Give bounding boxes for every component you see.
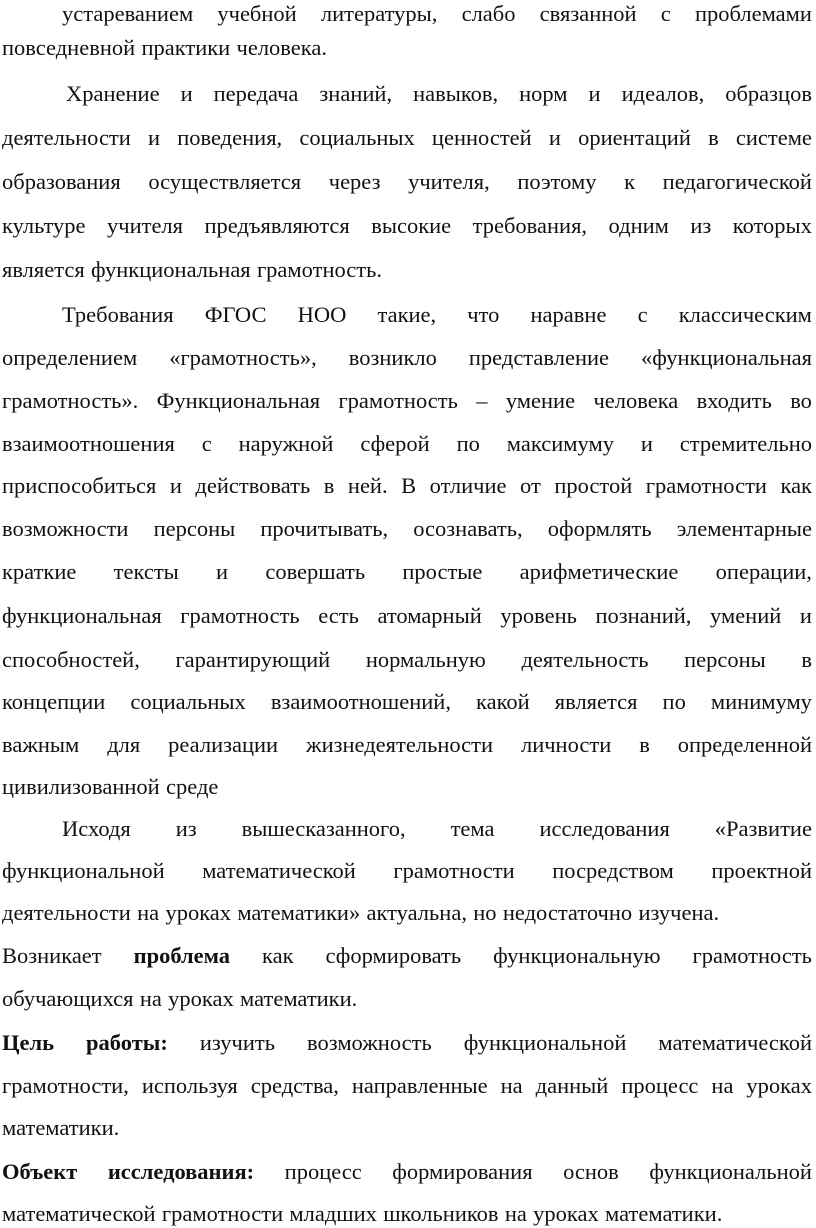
word: является bbox=[2, 257, 85, 282]
word: «Развитие bbox=[714, 816, 812, 841]
word: математики. bbox=[240, 986, 358, 1011]
word: и bbox=[216, 559, 229, 584]
word: совершать bbox=[265, 559, 366, 584]
word: возникло bbox=[348, 345, 437, 370]
word: норм bbox=[519, 81, 568, 106]
bold-term: Объект bbox=[2, 1159, 78, 1184]
word: посредством bbox=[552, 858, 674, 883]
text-line bbox=[2, 301, 812, 329]
word: тема bbox=[450, 816, 495, 841]
text-line bbox=[2, 558, 812, 586]
word: сформировать bbox=[325, 943, 462, 968]
word: проектной bbox=[711, 858, 812, 883]
word: нормальную bbox=[365, 647, 486, 672]
word: человека. bbox=[236, 35, 327, 60]
word: в bbox=[323, 473, 335, 498]
word: операции, bbox=[715, 559, 812, 584]
text-line bbox=[2, 515, 812, 543]
word: для bbox=[107, 732, 141, 757]
word: краткие bbox=[2, 559, 77, 584]
word: ней. bbox=[347, 473, 388, 498]
word: умений bbox=[710, 603, 782, 628]
word: какой bbox=[476, 689, 530, 714]
word: грамотность bbox=[692, 943, 812, 968]
word: в bbox=[801, 647, 812, 672]
word: математики. bbox=[605, 1201, 723, 1226]
word: атомарный bbox=[377, 603, 482, 628]
word: приспособиться bbox=[2, 473, 157, 498]
word: функциональная bbox=[90, 257, 251, 282]
text-line bbox=[2, 344, 812, 372]
word: «грамотность», bbox=[169, 345, 317, 370]
word: системе bbox=[735, 125, 812, 150]
text-line bbox=[2, 773, 812, 801]
text-line bbox=[2, 430, 812, 458]
word: поведения, bbox=[177, 125, 283, 150]
text-line bbox=[2, 472, 812, 500]
word: отличие bbox=[429, 473, 507, 498]
word: уроках bbox=[533, 1201, 599, 1226]
word: ФГОС bbox=[204, 302, 267, 327]
word: концепции bbox=[2, 689, 106, 714]
word: цивилизованной bbox=[2, 774, 160, 799]
word: «функциональная bbox=[641, 345, 812, 370]
word: В bbox=[401, 473, 417, 498]
word: передача bbox=[213, 81, 299, 106]
word: способностей, bbox=[2, 647, 140, 672]
word: слабо bbox=[461, 1, 516, 26]
text-line bbox=[2, 1158, 812, 1186]
word: стремительно bbox=[679, 431, 812, 456]
word: учебной bbox=[217, 1, 297, 26]
word: ориентаций bbox=[578, 125, 691, 150]
word: на bbox=[500, 1073, 523, 1098]
word: максимуму bbox=[506, 431, 614, 456]
word: от bbox=[520, 473, 541, 498]
word: в bbox=[639, 732, 650, 757]
text-line bbox=[2, 985, 812, 1013]
word: персоны bbox=[153, 516, 236, 541]
text-line bbox=[2, 688, 812, 716]
word: математики» bbox=[237, 900, 361, 925]
word: учителя bbox=[107, 213, 184, 238]
word: в bbox=[708, 125, 719, 150]
word: как bbox=[780, 473, 812, 498]
word: Хранение bbox=[66, 81, 160, 106]
word: с bbox=[201, 431, 212, 456]
word: среде bbox=[166, 774, 219, 799]
word: с bbox=[637, 302, 648, 327]
text-line bbox=[2, 212, 812, 240]
word: обучающихся bbox=[2, 986, 134, 1011]
word: осознавать, bbox=[413, 516, 523, 541]
word: действовать bbox=[195, 473, 311, 498]
text-line bbox=[2, 80, 812, 108]
word: наружной bbox=[238, 431, 334, 456]
word: знаний, bbox=[319, 81, 393, 106]
word: определенной bbox=[677, 732, 812, 757]
word: такие, bbox=[377, 302, 437, 327]
word: грамотности bbox=[393, 858, 515, 883]
word: во bbox=[790, 388, 812, 413]
text-line bbox=[2, 815, 812, 843]
word: образования bbox=[2, 169, 121, 194]
word: простые bbox=[402, 559, 483, 584]
word: младших bbox=[289, 1201, 377, 1226]
word: литературы, bbox=[320, 1, 438, 26]
word: уроках bbox=[168, 986, 234, 1011]
word: поэтому bbox=[517, 169, 597, 194]
word: грамотности bbox=[161, 1201, 284, 1226]
word: по bbox=[662, 689, 686, 714]
text-line bbox=[2, 646, 812, 674]
word: есть bbox=[318, 603, 359, 628]
word: с bbox=[660, 1, 671, 26]
word: возможность bbox=[307, 1030, 432, 1055]
text-line bbox=[2, 387, 812, 415]
word: предъявляются bbox=[204, 213, 350, 238]
text-line bbox=[2, 1072, 812, 1100]
word: реализации bbox=[168, 732, 279, 757]
word: процесс bbox=[284, 1159, 362, 1184]
word: грамотность bbox=[180, 603, 300, 628]
word: и bbox=[799, 603, 812, 628]
word: наравне bbox=[530, 302, 607, 327]
bold-term: Цель bbox=[2, 1030, 55, 1055]
word: важным bbox=[2, 732, 80, 757]
word: функциональная bbox=[2, 603, 162, 628]
word: простой bbox=[554, 473, 633, 498]
word: грамотности bbox=[645, 473, 767, 498]
text-line bbox=[2, 168, 812, 196]
word: из bbox=[175, 816, 197, 841]
word: – bbox=[476, 388, 488, 413]
word: исследования bbox=[539, 816, 670, 841]
text-line bbox=[2, 124, 812, 152]
word: деятельности bbox=[2, 125, 131, 150]
word: умение bbox=[505, 388, 576, 413]
word: представление bbox=[468, 345, 610, 370]
word: определением bbox=[2, 345, 138, 370]
word: арифметические bbox=[519, 559, 679, 584]
word: осуществляется bbox=[148, 169, 302, 194]
word: грамотность bbox=[338, 388, 458, 413]
word: основ bbox=[563, 1159, 619, 1184]
word: используя bbox=[141, 1073, 238, 1098]
word: связанной bbox=[539, 1, 637, 26]
word: уровень bbox=[500, 603, 577, 628]
word: повседневной bbox=[2, 35, 136, 60]
word: по bbox=[456, 431, 480, 456]
word: на bbox=[137, 900, 160, 925]
word: деятельность bbox=[521, 647, 649, 672]
word: но bbox=[473, 900, 497, 925]
word: направленные bbox=[351, 1073, 488, 1098]
word: и bbox=[548, 125, 561, 150]
word: личности bbox=[520, 732, 612, 757]
word: уроках bbox=[746, 1073, 812, 1098]
word: возможности bbox=[2, 516, 129, 541]
word: высокие bbox=[371, 213, 452, 238]
word: прочитывать, bbox=[260, 516, 389, 541]
word: школьников bbox=[383, 1201, 499, 1226]
word: идеалов, bbox=[621, 81, 705, 106]
word: деятельности bbox=[2, 900, 131, 925]
word: математической bbox=[658, 1030, 812, 1055]
word: процесс bbox=[621, 1073, 699, 1098]
word: функциональной bbox=[463, 1030, 627, 1055]
word: грамотности, bbox=[2, 1073, 129, 1098]
word: и bbox=[169, 473, 182, 498]
word: познаний, bbox=[595, 603, 692, 628]
text-line bbox=[2, 0, 812, 28]
word: одним bbox=[608, 213, 669, 238]
word: функциональной bbox=[2, 858, 165, 883]
bold-term: проблема bbox=[133, 943, 231, 968]
word: культуре bbox=[2, 213, 86, 238]
word: и bbox=[180, 81, 193, 106]
bold-term: исследования: bbox=[107, 1159, 255, 1184]
word: является bbox=[554, 689, 638, 714]
word: как bbox=[262, 943, 294, 968]
text-line bbox=[2, 1029, 812, 1057]
word: устареванием bbox=[62, 1, 194, 26]
word: грамотность». bbox=[2, 388, 139, 413]
text-line bbox=[2, 1114, 812, 1142]
word: минимуму bbox=[710, 689, 812, 714]
word: жизнедеятельности bbox=[306, 732, 494, 757]
word: классическим bbox=[678, 302, 812, 327]
word: требования, bbox=[472, 213, 588, 238]
word: на bbox=[711, 1073, 734, 1098]
word: элементарные bbox=[676, 516, 812, 541]
word: гарантирующий bbox=[175, 647, 331, 672]
word: Функциональная bbox=[156, 388, 321, 413]
word: взаимоотношений, bbox=[270, 689, 451, 714]
word: функциональной bbox=[649, 1159, 812, 1184]
word: Возникает bbox=[2, 943, 102, 968]
word: средства, bbox=[250, 1073, 339, 1098]
word: персоны bbox=[684, 647, 766, 672]
word: к bbox=[624, 169, 636, 194]
word: которых bbox=[732, 213, 812, 238]
word: грамотность. bbox=[256, 257, 382, 282]
word: НОО bbox=[297, 302, 347, 327]
word: сферой bbox=[360, 431, 430, 456]
word: математики. bbox=[2, 1115, 120, 1140]
word: и bbox=[640, 431, 653, 456]
word: входить bbox=[696, 388, 772, 413]
word: через bbox=[328, 169, 381, 194]
text-line bbox=[2, 602, 812, 630]
word: вышесказанного, bbox=[241, 816, 406, 841]
word: из bbox=[690, 213, 712, 238]
text-line bbox=[2, 899, 812, 927]
word: учителя, bbox=[408, 169, 490, 194]
word: уроках bbox=[165, 900, 232, 925]
word: образцов bbox=[725, 81, 812, 106]
word: данный bbox=[535, 1073, 609, 1098]
word: оформлять bbox=[547, 516, 652, 541]
word: математической bbox=[2, 1201, 156, 1226]
word: взаимоотношения bbox=[2, 431, 175, 456]
word: на bbox=[504, 1201, 527, 1226]
word: человека bbox=[593, 388, 679, 413]
word: навыков, bbox=[413, 81, 499, 106]
word: и bbox=[588, 81, 601, 106]
word: изучить bbox=[199, 1030, 276, 1055]
text-line bbox=[2, 34, 812, 62]
word: социальных bbox=[130, 689, 246, 714]
word: что bbox=[467, 302, 500, 327]
word: проблемами bbox=[694, 1, 812, 26]
word: социальных bbox=[299, 125, 415, 150]
word: практики bbox=[141, 35, 231, 60]
text-line bbox=[2, 942, 812, 970]
text-line bbox=[2, 256, 812, 284]
word: тексты bbox=[113, 559, 179, 584]
text-line bbox=[2, 857, 812, 885]
word: функциональную bbox=[493, 943, 661, 968]
word: актуальна, bbox=[366, 900, 467, 925]
word: математической bbox=[202, 858, 356, 883]
word: формирования bbox=[392, 1159, 533, 1184]
word: педагогической bbox=[662, 169, 812, 194]
text-line bbox=[2, 731, 812, 759]
word: Требования bbox=[62, 302, 174, 327]
bold-term: работы: bbox=[86, 1030, 168, 1055]
word: Исходя bbox=[62, 816, 131, 841]
word: изучена. bbox=[638, 900, 720, 925]
word: и bbox=[147, 125, 161, 150]
word: недостаточно bbox=[502, 900, 633, 925]
word: ценностей bbox=[431, 125, 532, 150]
word: на bbox=[139, 986, 162, 1011]
